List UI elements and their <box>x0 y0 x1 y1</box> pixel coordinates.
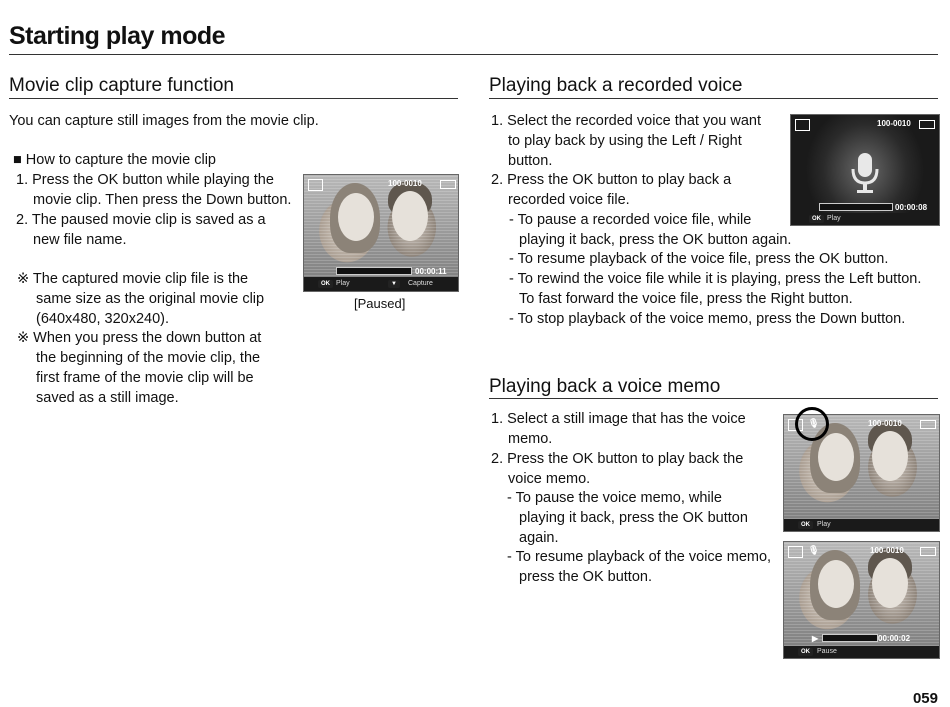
play-label: Play <box>336 280 350 287</box>
progress-bar <box>822 634 878 642</box>
down-button-icon: ▼ <box>388 280 400 288</box>
step-line: 1. Press the OK button while playing the <box>16 172 274 188</box>
voice-memo-highlight-circle <box>795 407 829 441</box>
time-readout: 00:00:11 <box>415 267 447 276</box>
step-line: - To rewind the voice file while it is playing, press the Left button. <box>509 271 922 287</box>
play-label: Play <box>827 215 841 222</box>
page-title: Starting play mode <box>9 22 226 50</box>
note-line: saved as a still image. <box>36 390 179 406</box>
step-line: - To stop playback of the voice memo, press the Down button. <box>509 311 906 327</box>
section-divider <box>9 98 458 99</box>
step-line: 1. Select the recorded voice that you want <box>491 113 762 129</box>
movie-mode-icon <box>308 179 323 191</box>
note-line: (640x480, 320x240). <box>36 311 170 327</box>
ok-button-icon: OK <box>318 280 333 288</box>
photo-face <box>338 193 374 241</box>
section-divider <box>489 98 938 99</box>
step-line: 1. Select a still image that has the voice <box>491 411 746 427</box>
photo-face <box>818 433 854 481</box>
step-line: 2. Press the OK button to play back a <box>491 172 732 188</box>
step-line: button. <box>508 153 553 169</box>
note-line: ※ The captured movie clip file is the <box>17 271 249 287</box>
step-line: 2. Press the OK button to play back the <box>491 451 744 467</box>
battery-icon <box>919 120 935 129</box>
voice-memo-icon: 🎙 <box>808 418 820 428</box>
photo-face <box>818 560 854 608</box>
microphone-icon <box>847 151 883 195</box>
file-number: 100-0010 <box>388 179 422 188</box>
step-line: to play back by using the Left / Right <box>508 133 742 149</box>
step-line: memo. <box>508 431 553 447</box>
voice-playback-screen <box>790 114 940 226</box>
step-line: recorded voice file. <box>508 192 630 208</box>
step-line: voice memo. <box>508 471 591 487</box>
step-line: To fast forward the voice file, press the Right button. <box>519 291 853 307</box>
section-divider <box>489 398 938 399</box>
ok-button-icon: OK <box>798 521 813 529</box>
play-icon: ▶ <box>812 634 819 643</box>
playback-mode-icon <box>788 546 803 558</box>
time-readout: 00:00:02 <box>878 634 911 643</box>
note-line: same size as the original movie clip <box>36 291 265 307</box>
step-line: press the OK button. <box>519 569 652 585</box>
note-line: the beginning of the movie clip, the <box>36 350 261 366</box>
photo-face <box>872 431 908 481</box>
step-line: - To resume playback of the voice memo, <box>507 549 772 565</box>
battery-icon <box>920 420 936 429</box>
screen-caption: [Paused] <box>354 296 406 311</box>
ok-button-icon: OK <box>798 648 813 656</box>
playback-mode-icon <box>795 119 810 131</box>
voice-memo-playing-screen <box>783 541 940 659</box>
voice-memo-icon: 🎙 <box>808 545 820 555</box>
progress-bar <box>819 203 893 211</box>
step-line: - To resume playback of the voice file, press the OK button. <box>509 251 889 267</box>
step-line: again. <box>519 530 559 546</box>
capture-label: Capture <box>408 280 433 287</box>
howto-title: ■ How to capture the movie clip <box>13 152 216 168</box>
step-line: 2. The paused movie clip is saved as a <box>16 212 266 228</box>
photo-face <box>392 191 428 241</box>
section-heading-recorded-voice: Playing back a recorded voice <box>489 75 743 96</box>
intro-text: You can capture still images from the movie clip. <box>9 113 319 129</box>
step-line: playing it back, press the OK button again. <box>519 232 792 248</box>
section-heading-movie-capture: Movie clip capture function <box>9 75 234 96</box>
pause-label: Pause <box>817 648 837 655</box>
title-divider <box>9 54 938 55</box>
step-line: playing it back, press the OK button <box>519 510 748 526</box>
step-line: movie clip. Then press the Down button. <box>33 192 292 208</box>
step-line: - To pause a recorded voice file, while <box>509 212 752 228</box>
battery-icon <box>440 180 456 189</box>
photo-face <box>872 558 908 608</box>
paused-movie-screen <box>303 174 459 292</box>
step-line: new file name. <box>33 232 127 248</box>
battery-icon <box>920 547 936 556</box>
note-line: first frame of the movie clip will be <box>36 370 254 386</box>
file-number: 100-0010 <box>877 119 911 128</box>
play-label: Play <box>817 521 831 528</box>
file-number: 100-0010 <box>868 419 902 428</box>
section-heading-voice-memo: Playing back a voice memo <box>489 376 721 397</box>
note-line: ※ When you press the down button at <box>17 330 262 346</box>
ok-button-icon: OK <box>809 215 824 223</box>
page-number: 059 <box>912 690 938 707</box>
progress-bar <box>336 267 412 275</box>
step-line: - To pause the voice memo, while <box>507 490 722 506</box>
time-readout: 00:00:08 <box>895 203 928 212</box>
file-number: 100-0010 <box>870 546 904 555</box>
